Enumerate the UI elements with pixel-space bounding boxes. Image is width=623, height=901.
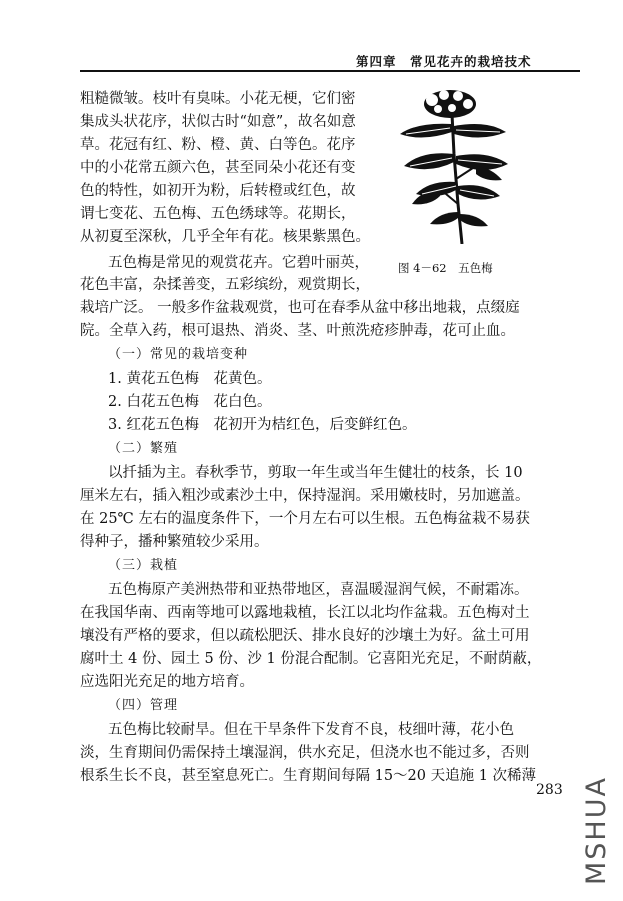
section-heading: （四）管理 [108, 698, 179, 713]
list-item: 2. 白花五色梅 花白色。 [108, 394, 272, 410]
body-line: 五色梅原产美洲热带和亚热带地区，喜温暖湿润气候，不耐霜冻。 [108, 582, 529, 598]
body-line: 以扦插为主。春秋季节，剪取一年生或当年生健壮的枝条，长 10 [108, 465, 523, 481]
body-line: 淡，生育期间仍需保持土壤湿润，供水充足，但浇水也不能过多，否则 [80, 745, 530, 761]
body-line: 草。花冠有红、粉、橙、黄、白等色。花序 [80, 137, 356, 153]
lantana-plant-illustration-icon [392, 84, 512, 244]
running-head: 第四章 常见花卉的栽培技术 [356, 54, 532, 69]
body-line: 粗糙微皱。枝叶有臭味。小花无梗，它们密 [80, 91, 356, 107]
body-line: 应选阳光充足的地方培育。 [80, 674, 254, 690]
body-line: 中的小花常五颜六色，甚至同朵小花还有变 [80, 160, 356, 176]
section-heading: （二）繁殖 [108, 441, 179, 456]
body-line: 在 25℃ 左右的温度条件下，一个月左右可以生根。五色梅盆栽不易获 [80, 511, 530, 527]
list-item: 3. 红花五色梅 花初开为桔红色，后变鲜红色。 [108, 417, 417, 433]
body-line: 五色梅是常见的观赏花卉。它碧叶丽英， [108, 255, 369, 271]
body-line: 五色梅比较耐旱。但在干旱条件下发育不良，枝细叶薄，花小色 [108, 722, 514, 738]
figure-caption: 图 4－62 五色梅 [398, 261, 493, 275]
body-line: 在我国华南、西南等地可以露地栽植，长江以北均作盆栽。五色梅对土 [80, 605, 530, 621]
body-line: 集成头状花序，状似古时“如意”，故名如意 [80, 114, 356, 130]
body-line: 得种子，播种繁殖较少采用。 [80, 534, 269, 550]
body-line: 根系生长不良，甚至窒息死亡。生育期间每隔 15～20 天追施 1 次稀薄 [80, 768, 537, 784]
section-heading: （三）栽植 [108, 558, 179, 573]
body-line: 院。全草入药，根可退热、消炎、茎、叶煎洗疮疹肿毒，花可止血。 [80, 323, 515, 339]
watermark: MSHUA [581, 776, 612, 885]
header-rule [80, 70, 580, 72]
body-line: 腐叶土 4 份、园土 5 份、沙 1 份混合配制。它喜阳光充足，不耐荫蔽， [80, 651, 542, 667]
section-heading: （一）常见的栽培变种 [108, 347, 249, 362]
body-line: 色的特性，如初开为粉，后转橙或红色，故 [80, 183, 356, 199]
body-line: 栽培广泛。 一般多作盆栽观赏，也可在春季从盆中移出地栽，点缀庭 [80, 300, 520, 316]
body-line: 谓七变花、五色梅、五色绣球等。花期长， [80, 206, 356, 222]
body-line: 从初夏至深秋，几乎全年有花。核果紫黑色。 [80, 229, 370, 245]
page-number: 283 [536, 782, 563, 798]
body-line: 壤没有严格的要求，但以疏松肥沃、排水良好的沙壤土为好。盆土可用 [80, 628, 530, 644]
list-item: 1. 黄花五色梅 花黄色。 [108, 371, 272, 387]
body-line: 厘米左右，插入粗沙或素沙土中，保持湿润。采用嫩枝时，另加遮盖。 [80, 488, 530, 504]
body-line: 花色丰富，杂揉善变，五彩缤纷，观赏期长， [80, 277, 370, 293]
